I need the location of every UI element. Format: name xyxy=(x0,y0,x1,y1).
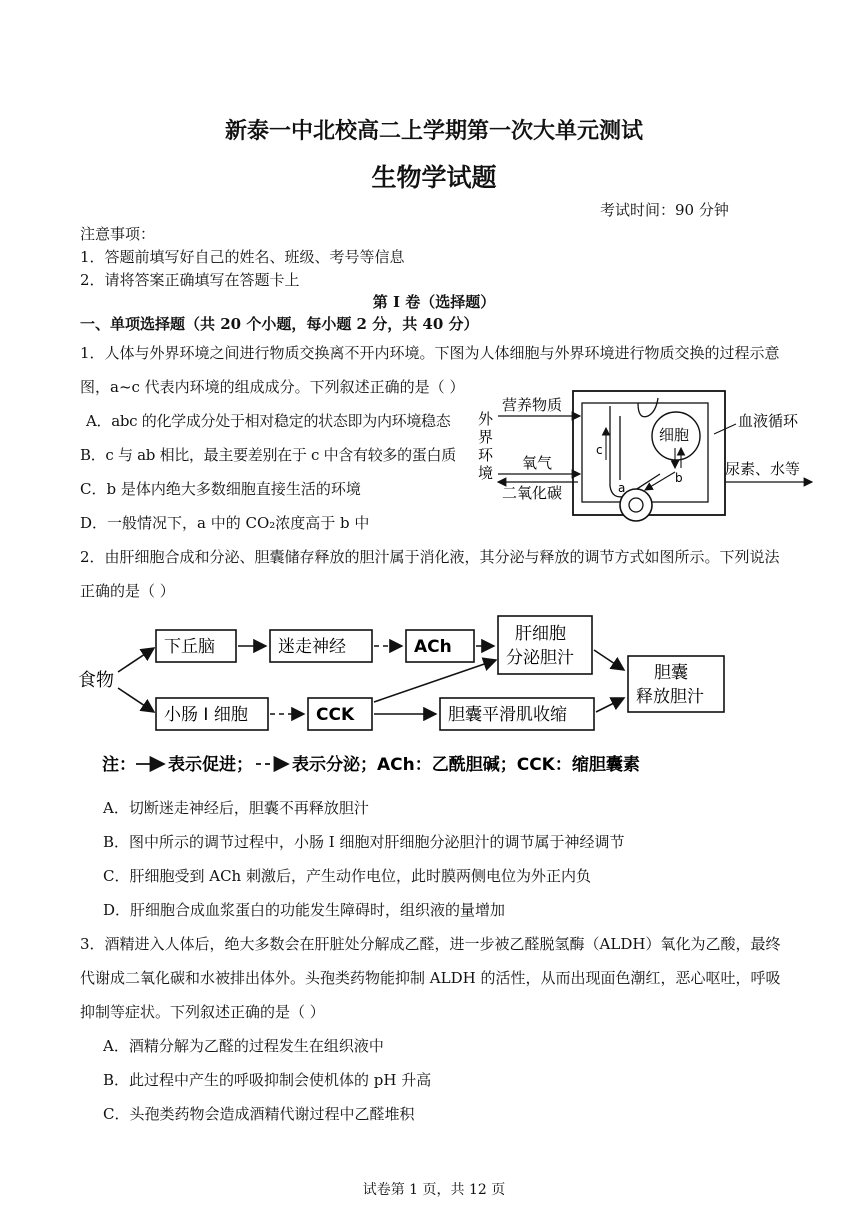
food-label: 食物 xyxy=(78,670,114,691)
q2-option-b: B．图中所示的调节过程中，小肠 I 细胞对肝细胞分泌胆汁的调节属于神经调节 xyxy=(103,833,625,851)
capillary-inner xyxy=(629,498,643,512)
part-title: 一、单项选择题（共 20 个小题，每小题 2 分，共 40 分） xyxy=(80,315,479,333)
co2-label: 二氧化碳 xyxy=(502,484,563,502)
label-b: b xyxy=(675,471,683,485)
q2-option-a: A．切断迷走神经后，胆囊不再释放胆汁 xyxy=(103,799,369,817)
food-to-intestine-arrow xyxy=(118,688,154,712)
intestine-cell-label: 小肠 I 细胞 xyxy=(164,705,248,725)
notice-heading: 注意事项： xyxy=(80,225,156,243)
ach-label: ACh xyxy=(414,637,452,657)
food-to-hypothalamus-arrow xyxy=(118,648,154,672)
outer-env-char: 环 xyxy=(478,446,494,464)
note-secrete: 表示分泌；ACh：乙酰胆碱；CCK：缩胆囊素 xyxy=(292,755,640,775)
q3-stem: 代谢成二氧化碳和水被排出体外。头孢类药物能抑制 ALDH 的活性，从而出现面色潮红，恶心呕吐，呼吸 xyxy=(80,969,781,987)
q3-option-c: C．头孢类药物会造成酒精代谢过程中乙醛堆积 xyxy=(103,1105,415,1123)
oxygen-label: 氧气 xyxy=(522,454,553,472)
promote-arrow xyxy=(374,660,496,702)
q3-option-a: A．酒精分解为乙醛的过程发生在组织液中 xyxy=(103,1037,384,1055)
q2-option-d: D．肝细胞合成血浆蛋白的功能发生障碍时，组织液的量增加 xyxy=(103,901,506,919)
promote-arrow xyxy=(596,698,624,712)
q1-environment-diagram xyxy=(470,388,820,533)
q2-regulation-diagram xyxy=(76,610,746,782)
page-footer: 试卷第 1 页，共 12 页 xyxy=(362,1182,506,1198)
q1-option-c: C．b 是体内绝大多数细胞直接生活的环境 xyxy=(80,480,361,498)
subject-title: 生物学试题 xyxy=(371,163,497,192)
q2-stem: 2．由肝细胞合成和分泌、胆囊储存释放的胆汁属于消化液，其分泌与释放的调节方式如图所示。下列说法 xyxy=(80,548,780,566)
liver-label: 分泌胆汁 xyxy=(506,648,574,668)
outer-env-char: 境 xyxy=(478,464,494,482)
q1-option-a: A．abc 的化学成分处于相对稳定的状态即为内环境稳态 xyxy=(86,412,451,430)
label-a: a xyxy=(618,481,626,495)
hypothalamus-label: 下丘脑 xyxy=(164,637,215,657)
q1-stem: 1．人体与外界环境之间进行物质交换离不开内环境。下图为人体细胞与外界环境进行物质交换的过程示意 xyxy=(80,344,780,362)
q1-option-b: B．c 与 ab 相比，最主要差别在于 c 中含有较多的蛋白质 xyxy=(80,446,456,464)
q3-option-b: B．此过程中产生的呼吸抑制会使机体的 pH 升高 xyxy=(103,1071,432,1089)
school-title: 新泰一中北校高二上学期第一次大单元测试 xyxy=(224,118,643,144)
promote-arrow xyxy=(594,650,624,670)
urea-label: 尿素、水等 xyxy=(725,460,801,478)
liver-label: 肝细胞 xyxy=(515,624,566,644)
outer-env-char: 外 xyxy=(478,410,494,428)
note-promote: 表示促进； xyxy=(168,755,253,775)
exam-time: 考试时间：90 分钟 xyxy=(600,201,729,219)
q3-stem: 抑制等症状。下列叙述正确的是（ ） xyxy=(80,1003,325,1021)
q1-option-d: D．一般情况下，a 中的 CO₂浓度高于 b 中 xyxy=(80,514,370,532)
smooth-muscle-label: 胆囊平滑肌收缩 xyxy=(448,705,567,725)
cck-label: CCK xyxy=(316,705,355,725)
volume-title: 第 I 卷（选择题） xyxy=(372,293,496,311)
gallbladder-label: 胆囊 xyxy=(654,663,688,683)
note-prefix: 注： xyxy=(102,755,136,775)
q3-stem: 3．酒精进入人体后，绝大多数会在肝脏处分解成乙醛，进一步被乙醛脱氢酶（ALDH）氧化为乙酸，最终 xyxy=(80,935,781,953)
notice-item: 2．请将答案正确填写在答题卡上 xyxy=(80,271,300,289)
q1-stem: 图，a~c 代表内环境的组成成分。下列叙述正确的是（ ） xyxy=(80,378,465,396)
q2-option-c: C．肝细胞受到 ACh 刺激后，产生动作电位，此时膜两侧电位为外正内负 xyxy=(103,867,591,885)
outer-env-char: 界 xyxy=(478,428,494,446)
label-c: c xyxy=(596,443,603,457)
notice-item: 1．答题前填写好自己的姓名、班级、考号等信息 xyxy=(80,248,405,266)
nutrients-label: 营养物质 xyxy=(502,396,563,414)
vagus-label: 迷走神经 xyxy=(278,637,346,657)
gallbladder-label: 释放胆汁 xyxy=(636,687,704,707)
cell-label: 细胞 xyxy=(659,426,690,444)
blood-circulation-label: 血液循环 xyxy=(738,412,799,430)
q2-stem: 正确的是（ ） xyxy=(80,582,175,600)
